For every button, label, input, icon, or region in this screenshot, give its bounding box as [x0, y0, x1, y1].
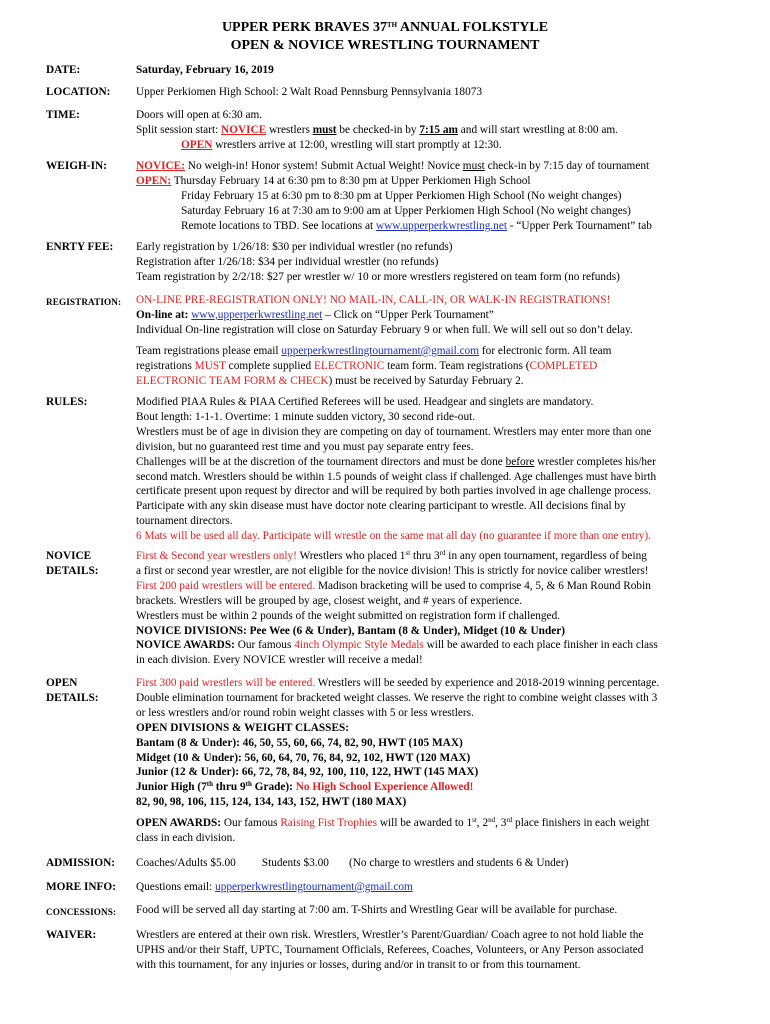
open-division-bantam: Bantam (8 & Under): 46, 50, 55, 60, 66, 74, 82, 90, HWT (105 MAX) — [136, 736, 463, 749]
registration-line: registrations MUST complete supplied ELECTRONIC team form. Team registrations (COMPLETED — [136, 359, 598, 372]
novice-line: a first or second year wrestler, are not eligible for the novice division! This is strictly for novice caliber wrestlers! — [136, 564, 649, 577]
team-registration-email-link[interactable]: upperperkwrestlingtournament@gmail.com — [281, 344, 480, 357]
novice-divisions: NOVICE DIVISIONS: Pee Wee (6 & Under), Bantam (8 & Under), Midget (10 & Under) — [136, 624, 566, 637]
weighin-website-link[interactable]: www.upperperkwrestling.net — [375, 219, 507, 232]
open-line: or less wrestlers and/or round robin weight classes with 5 or less wrestlers. — [136, 706, 474, 719]
entry-fee-section — [136, 240, 732, 285]
registration-line: ELECTRONIC TEAM FORM & CHECK) must be received by Saturday February 2. — [136, 374, 524, 387]
date-value: Saturday, February 16, 2019 — [136, 64, 274, 76]
novice-line: Wrestlers must be within 2 pounds of the weight submitted on registration form if challenged. — [136, 609, 561, 622]
registration-line: Team registrations please email upperperkwrestlingtournament@gmail.com for electronic form. All team — [136, 344, 612, 357]
concessions-value: Food will be served all day starting at 7:00 am. T-Shirts and Wrestling Gear will be available for purchase. — [136, 904, 618, 916]
rules-line: Modified PIAA Rules & PIAA Certified Referees will be used. Headgear and singlets are mandatory. — [136, 396, 594, 408]
registration-line: On-line at: www,upperperkwrestling.net – Click on “Upper Perk Tournament” — [136, 308, 494, 321]
weighin-line: Saturday February 16 at 7:30 am to 9:00 am at Upper Perkiomen High School (No weight changes) — [181, 204, 631, 217]
registration-website-link[interactable]: www,upperperkwrestling.net — [191, 308, 323, 321]
open-details-label: OPEN DETAILS: — [46, 677, 99, 704]
rules-line: Participate with any skin disease must have doctor note clearing participant to wrestle. All decisions final by — [136, 500, 626, 513]
open-line: Double elimination tournament for bracketed weight classes. We reserve the right to combine weight classes with 3 — [136, 691, 658, 704]
novice-details-label: NOVICE DETAILS: — [46, 550, 99, 577]
novice-line: First & Second year wrestlers only! Wrestlers who placed 1st thru 3rd in any open tournament, regardless of being — [136, 549, 647, 562]
open-section — [136, 676, 732, 846]
waiver-line: UPHS and/or their Staff, UPTC, Tournament Officials, Referees, Coaches, Volunteers, or Any Person associated — [136, 943, 644, 956]
waiver-line: with this tournament, for any injuries or losses, during and/or in transit to or from this tournament. — [136, 958, 581, 971]
rules-line: second match. Wrestlers should be within 1.5 pounds of weight class if challenged. Age challenges must have birth — [136, 470, 657, 483]
rules-line: tournament directors. — [136, 515, 233, 528]
rules-line: 6 Mats will be used all day. Participate will wrestle on the same mat all day (no guarantee if more than one entry). — [136, 530, 651, 543]
novice-line: brackets. Wrestlers will be grouped by age, closest weight, and # years of experience. — [136, 594, 523, 607]
waiver-label: WAIVER: — [46, 929, 97, 941]
open-division-junior-high: Junior High (7th thru 9th Grade): No High School Experience Allowed! — [136, 780, 474, 794]
rules-section — [136, 395, 732, 544]
novice-section — [136, 549, 732, 668]
open-division-junior: Junior (12 & Under): 66, 72, 78, 84, 92, 100, 110, 122, HWT (145 MAX) — [136, 766, 479, 779]
open-awards: class in each division. — [136, 832, 236, 845]
registration-line: ON-LINE PRE-REGISTRATION ONLY! NO MAIL-IN, CALL-IN, OR WALK-IN REGISTRATIONS! — [136, 294, 611, 306]
entry-fee-line: Early registration by 1/26/18: $30 per individual wrestler (no refunds) — [136, 241, 453, 253]
time-line: Doors will open at 6:30 am. — [136, 109, 263, 121]
entry-fee-line: Team registration by 2/2/18: $27 per wrestler w/ 10 or more wrestlers registered on team form (no refunds) — [136, 270, 620, 283]
more-info-email-link[interactable]: upperperkwrestlingtournament@gmail.com — [215, 881, 413, 893]
rules-line: Bout length: 1-1-1. Overtime: 1 minute sudden victory, 30 second ride-out. — [136, 410, 476, 423]
location-label: LOCATION: — [46, 86, 111, 98]
weighin-line: Remote locations to TBD. See locations at www.upperperkwrestling.net - “Upper Perk Tournament” tab — [181, 219, 652, 232]
registration-line: Individual On-line registration will close on Saturday February 9 or when full. We will sell out so don’t delay. — [136, 323, 633, 336]
weighin-section — [136, 159, 732, 234]
page-title-line2: OPEN & NOVICE WRESTLING TOURNAMENT — [230, 38, 540, 53]
novice-line: First 200 paid wrestlers will be entered. Madison bracketing will be used to comprise 4, 5, & 6 Man Round Robin — [136, 579, 651, 592]
open-division-junior-high-weights: 82, 90, 98, 106, 115, 124, 134, 143, 152, HWT (180 MAX) — [136, 796, 407, 809]
time-label: TIME: — [46, 109, 80, 121]
admission-label: ADMISSION: — [46, 857, 116, 869]
weighin-label: WEIGH-IN: — [46, 160, 107, 172]
rules-label: RULES: — [46, 396, 88, 408]
open-divisions-heading: OPEN DIVISIONS & WEIGHT CLASSES: — [136, 721, 350, 734]
weighin-line: OPEN: Thursday February 14 at 6:30 pm to 8:30 pm at Upper Perkiomen High School — [136, 174, 531, 187]
concessions-label: CONCESSIONS: — [46, 907, 117, 917]
entry-fee-label: ENRTY FEE: — [46, 241, 114, 253]
open-division-midget: Midget (10 & Under): 56, 60, 64, 70, 76, 84, 92, 102, HWT (120 MAX) — [136, 751, 471, 764]
more-info-label: MORE INFO: — [46, 881, 116, 893]
weighin-line: Friday February 15 at 6:30 pm to 8:30 pm at Upper Perkiomen High School (No weight changes) — [181, 189, 622, 202]
page-title-line1: UPPER PERK BRAVES 37TH ANNUAL FOLKSTYLE — [221, 20, 549, 35]
open-line: First 300 paid wrestlers will be entered. Wrestlers will be seeded by experience and 2018-2019 winning percentage. — [136, 677, 660, 689]
rules-line: division, but no guaranteed rest time and you must pay separate entry fees. — [136, 440, 474, 453]
time-line: OPEN wrestlers arrive at 12:00, wrestling will start promptly at 12:30. — [181, 138, 502, 151]
rules-line: certificate present upon request by director and will be required by both parties involved in age challenge process. — [136, 485, 652, 498]
rules-line: Challenges will be at the discretion of the tournament directors and must be done before wrestler completes his/her — [136, 455, 656, 468]
more-info-value: Questions email: upperperkwrestlingtournament@gmail.com — [136, 881, 413, 893]
registration-label: REGISTRATION: — [46, 297, 122, 307]
open-awards: OPEN AWARDS: Our famous Raising Fist Trophies will be awarded to 1st, 2nd, 3rd place finishers in each weight — [136, 816, 650, 830]
time-line: Split session start: NOVICE wrestlers must be checked-in by 7:15 am and will start wrestling at 8:00 am. — [136, 123, 618, 136]
rules-line: Wrestlers must be of age in division they are competing on day of tournament. Wrestlers may enter more than one — [136, 425, 652, 438]
date-label: DATE: — [46, 64, 81, 76]
waiver-line: Wrestlers are entered at their own risk. Wrestlers, Wrestler’s Parent/Guardian/ Coach agree to not hold liable the — [136, 929, 644, 941]
entry-fee-line: Registration after 1/26/18: $34 per individual wrestler (no refunds) — [136, 255, 439, 268]
time-section — [136, 108, 732, 153]
admission-value: Coaches/Adults $5.00 Students $3.00 (No charge to wrestlers and students 6 & Under) — [136, 857, 569, 869]
weighin-line: NOVICE: No weigh-in! Honor system! Submit Actual Weight! Novice must check-in by 7:15 day of tournament — [136, 160, 650, 172]
waiver-section — [136, 928, 732, 973]
novice-line: NOVICE AWARDS: Our famous 4inch Olympic Style Medals will be awarded to each place finisher in each class — [136, 639, 658, 652]
registration-section — [136, 293, 732, 388]
novice-line: in each division. Every NOVICE wrestler will receive a medal! — [136, 654, 423, 667]
location-value: Upper Perkiomen High School: 2 Walt Road Pennsburg Pennsylvania 18073 — [136, 86, 483, 98]
